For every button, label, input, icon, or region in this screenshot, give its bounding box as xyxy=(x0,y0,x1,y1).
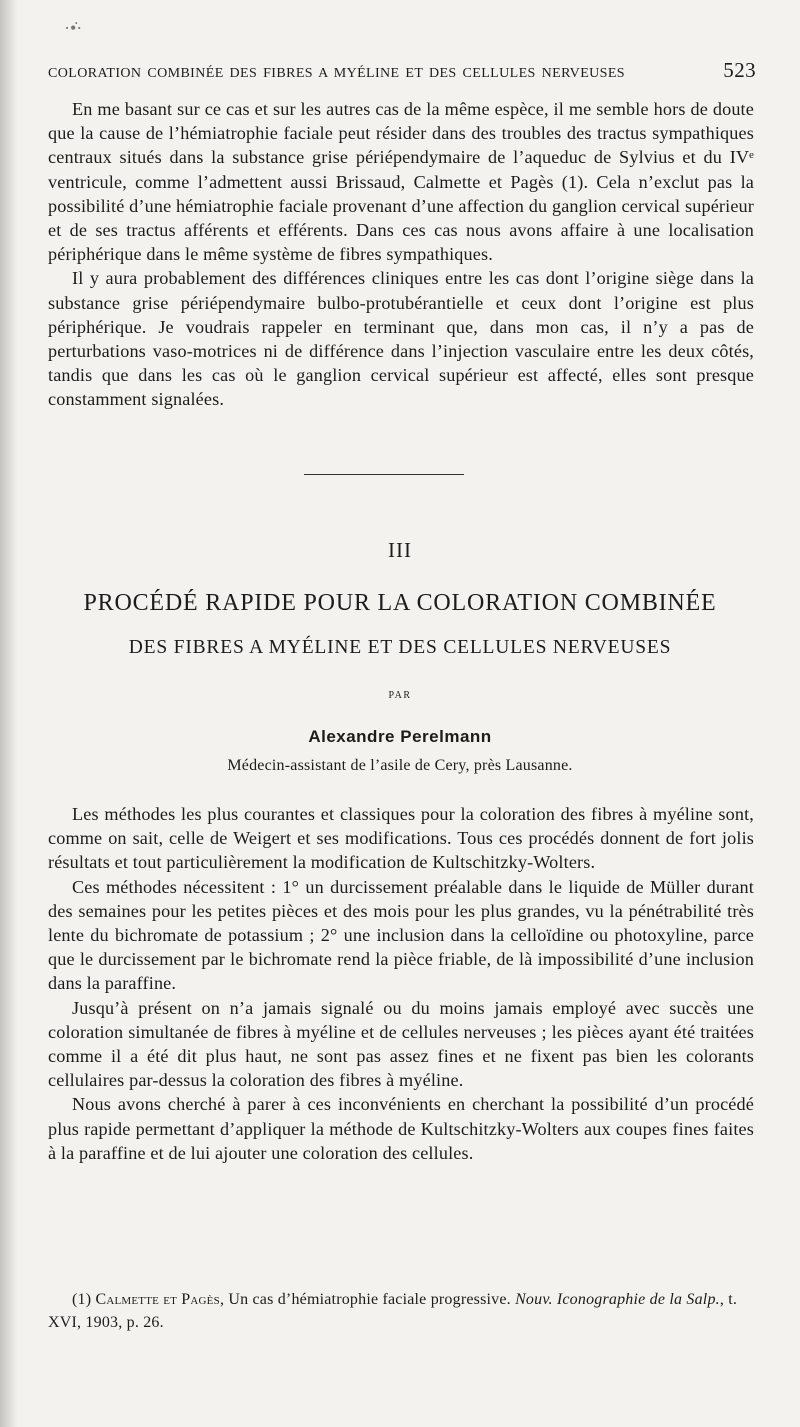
page-number: 523 xyxy=(723,58,756,82)
section-divider xyxy=(304,474,464,475)
paragraph: Ces méthodes nécessitent : 1° un durcissement préalable dans le liquide de Müller durant des semaines pour les petites pièces et des mois pour les plus grandes, vu la pénétrabilité très lente du bichromate de potassium ; 2° une inclusion dans la celloïdine ou photoxyline, parce que le durcissement par le bichromate rend la pièce friable, de là impossibilité d’une inclusion dans la paraffine. xyxy=(48,876,754,994)
footnote-marker: (1) xyxy=(72,1291,92,1308)
paragraph: Nous avons cherché à parer à ces inconvénients en cherchant la possibilité d’un procédé plus rapide permettant d’appliquer la méthode de Kultschitzky-Wolters aux coupes fines faites à la paraffine et de lui ajouter une coloration des cellules. xyxy=(48,1094,754,1163)
running-title: COLORATION COMBINÉE DES FIBRES A MYÉLINE ET DES CELLULES NERVEUSES xyxy=(48,66,625,81)
footnote-text: , Un cas d’hémiatrophie faciale progressive. xyxy=(219,1291,511,1308)
section-title-line2: DES FIBRES A MYÉLINE ET DES CELLULES NERVEUSES xyxy=(128,637,672,658)
paragraph: Il y aura probablement des différences cliniques entre les cas dont l’origine siège dans la substance grise périépendymaire bulbo-protubérantielle et ceux dont l’origine est plus périphérique. Je voudrais rappeler en terminant que, dans mon cas, il n’y a pas de perturbations vaso-motrices ni de différence dans l’injection vasculaire entre les deux côtés, tandis que dans les cas où le ganglion cervical supérieur est affecté, elles sont presque constamment signalées. xyxy=(48,268,754,410)
footnote xyxy=(48,1288,754,1334)
paragraph: En me basant sur ce cas et sur les autres cas de la même espèce, il me semble hors de doute que la cause de l’hémiatrophie faciale peut résider dans des troubles des tractus sympathiques centraux situés dans la substance grise périépendymaire de l’aqueduc de Sylvius et du IVᵉ ventricule, comme l’admettent aussi Brissaud, Calmette et Pagès (1). Cela n’exclut pas la possibilité d’une hémiatrophie faciale provenant d’une affection du ganglion cervical supérieur et de ses tractus afférents et efférents. Dans ces cas nous avons affaire à une localisation périphérique dans le même système de fibres sympathiques. xyxy=(48,99,754,265)
paragraph: Jusqu’à présent on n’a jamais signalé ou du moins jamais employé avec succès une coloration simultanée de fibres à myéline et de cellules nerveuses ; les pièces ayant été traitées comme il a été dit plus haut, ne sont pas assez fines et ne fixent pas bien les colorants cellulaires par-dessus la coloration des fibres à myéline. xyxy=(48,997,754,1091)
author-affiliation: Médecin-assistant de l’asile de Cery, près Lausanne. xyxy=(227,757,573,774)
ink-blot-ornament: ·•̇· xyxy=(64,18,83,38)
footnote-authors: Calmette et Pagès xyxy=(95,1291,220,1308)
footnote-journal: Nouv. Iconographie de la Salp. xyxy=(515,1291,720,1308)
intro-text xyxy=(48,97,754,412)
section-title-line1: PROCÉDÉ RAPIDE POUR LA COLORATION COMBINÉE xyxy=(83,590,717,616)
by-label: PAR xyxy=(388,690,412,701)
paragraph: Les méthodes les plus courantes et classiques pour la coloration des fibres à myéline sont, comme on sait, celle de Weigert et ses modifications. Tous ces procédés donnent de fort jolis résultats et tout particulièrement la modification de Kultschitzky-Wolters. xyxy=(48,804,754,873)
article-text xyxy=(48,802,754,1165)
author-name: Alexandre Perelmann xyxy=(308,727,492,746)
running-head xyxy=(48,58,756,83)
section-number: III xyxy=(388,538,412,562)
footnote-reference: , t. XVI, 1903, p. 26. xyxy=(48,1291,738,1331)
scan-edge-shadow xyxy=(0,0,18,1427)
